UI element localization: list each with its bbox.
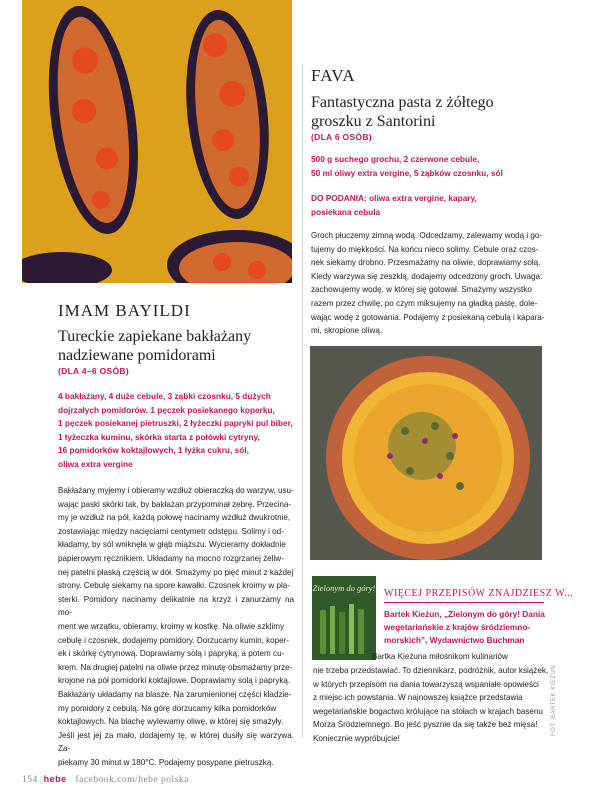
page-number: 154 — [22, 775, 38, 785]
fava-serving: DO PODANIA: oliwa extra vergine, kapary, posiekana cebula — [311, 193, 477, 217]
book-cover-title: Zielonym do góry! — [312, 583, 376, 593]
imam-method: Bakłażany myjemy i obieramy wzdłuż obieraczką do warzyw, usu- wając paski skórki tak, by bakłażan przypominał zebrę. Przecina- my je wzdłuż na pół, każdą połowę nacinamy wzdłuż dwukrotnie, zostawiając między nacięciami centymetr odstępu. Solimy i od- kładamy, by sól wniknęła w głąb miąższu. Wycieramy dokładnie papierowym ręcznikiem. Układamy na mocno rozgrzanej żeliw- nej patelni płaską częścią w dół. Smażymy po pięć minut z każdej strony. Cebulę siekamy na spore kawałki. Czosnek kroimy w pla- sterki. Pomidory nacinamy delikatnie na krzyż i zanurzamy na mo- ment we wrzątku, obieramy, kroimy w kostkę. Na oliwie szklimy cebulę i czosnek, dodajemy pomidory. Dorzucamy kumin, koper- ek i skórkę cytrynową. Doprawiamy solą i papryką, a potem cu- krem. Na drugiej patelni na oliwie przez minutę obsmażamy prze- krojone na pół pomidorki koktajlowe. Doprawiamy solą i papryką. Bakłażany układamy na blasze. Na zarumienionej części kładzie- my pomidory z cebulą. Na górę dorzucamy kilka pomidorków koktajlowych. Na blachę wylewamy oliwę, w której się smażyły. Jeśli jest jej za mało, dodajemy tę, w której dusiły się warzywa. Za- piekamy 30 minut w 180°C. Podajemy posypane pietruszką. — [58, 486, 294, 767]
book-description: nie trzeba przedstawiać. To dziennikarz, podróżnik, autor książek, w których przepisom na dania towarzyszą wspaniałe opowieści z miejsc ich powstania. W najnowszej książce przedstawia wegetariańskie bogactwo królujące na stołach w krajach basenu Morza Śródziemnego. Bo jeść pysznie da się także bez mięsa! Koniecznie wypróbujcie! — [313, 666, 549, 743]
imam-serves: (DLA 4–6 OSÓB) — [58, 366, 129, 376]
column-divider — [302, 64, 303, 738]
fava-ingredients: 500 g suchego grochu, 2 czerwone cebule, 50 ml oliwy extra vergine, 5 ząbków czosnku, sól — [311, 154, 503, 178]
photo-credit: FOT. BARTEK KIEŻUN — [551, 664, 557, 736]
brand-logo: hebe — [43, 774, 67, 784]
sidebar-rule — [384, 602, 544, 603]
fava-title: Fantastyczna pasta z żółtego groszku z Santorini — [311, 94, 494, 130]
imam-ingredients: 4 bakłażany, 4 duże cebule, 3 ząbki czosnku, 5 dużych dojrzałych pomidorów, 1 pęczek posiekanego koperku, 1 pęczek posiekanej pietruszki, 2 łyżeczki papryki pul biber, 1 łyżeczka kuminu, skórka starta z połówki cytryny, 16 pomidorków koktajlowych, 1 łyżka cukru, sól, oliwa extra vergine — [58, 391, 293, 469]
footer-url: facebook.com/hebe polska — [75, 775, 189, 785]
page-footer — [22, 774, 189, 785]
fava-serves: (DLA 6 OSÓB) — [311, 132, 372, 142]
fava-method: Groch płuczemy zimną wodą. Odcedzamy, zalewamy wodą i go- tujemy do miękkości. Na końcu nieco solimy. Cebule oraz czos- nek siekamy drobno. Przesmażamy na oliwie, doprawiamy solą. Kiedy warzywa się zeszklą, dodajemy odcedzony groch. Uwaga: zachowujemy wodę, w której się gotował. Smażymy wszystko razem przez chwilę, po czym miksujemy na gładką pastę, dole- wając wodę z gotowania. Podajemy z posiekaną cebulą i kapara- mi, skropione oliwą. — [311, 231, 545, 336]
fava-bowl-photo — [310, 346, 542, 560]
eggplant-photo — [22, 0, 292, 283]
book-description-first: Bartka Kieżuna miłośnikom kulinariów — [372, 652, 508, 661]
book-cover — [312, 576, 376, 660]
sidebar-title: WIĘCEJ PRZEPISÓW ZNAJDZIESZ W... — [384, 588, 574, 599]
imam-kicker: IMAM BAYILDI — [58, 301, 191, 320]
book-info: Bartek Kieżun, „Zielonym do góry! Dania wegetariańskie z krajów śródziemno- morskich”, Wydawnictwo Buchman — [384, 609, 545, 645]
fava-kicker: FAVA — [311, 66, 356, 85]
imam-title: Tureckie zapiekane bakłażany nadziewane pomidorami — [58, 328, 252, 364]
